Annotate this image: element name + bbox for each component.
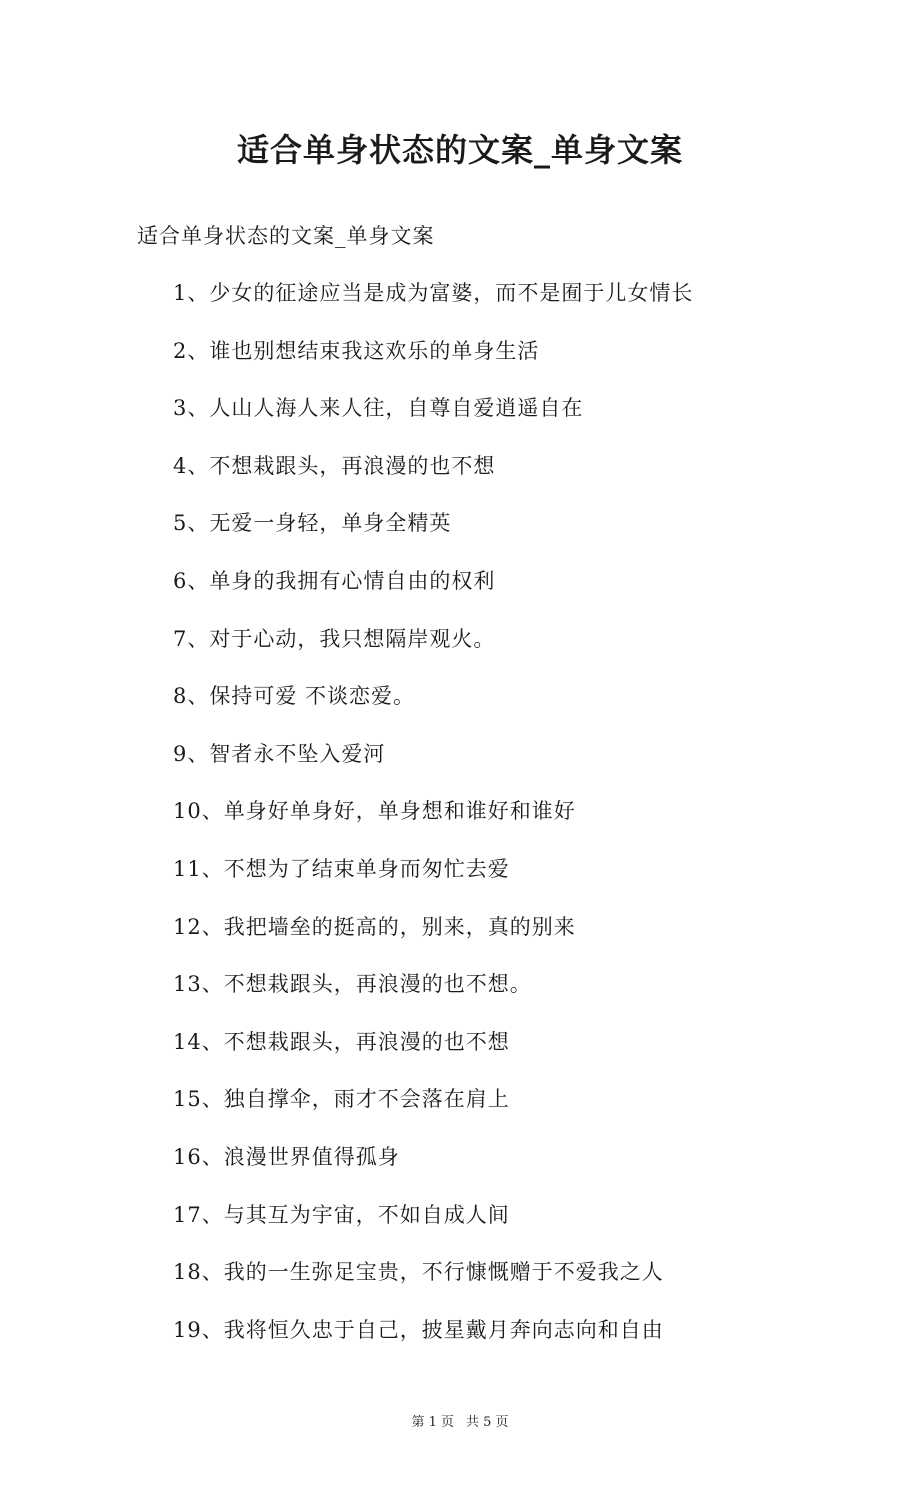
list-item: 2、谁也别想结束我这欢乐的单身生活 xyxy=(173,338,540,363)
list-item: 8、保持可爱 不谈恋爱。 xyxy=(173,684,416,709)
list-item: 16、浪漫世界值得孤身 xyxy=(173,1144,400,1169)
list-item: 10、单身好单身好，单身想和谁好和谁好 xyxy=(173,799,576,824)
list-item: 19、我将恒久忠于自己，披星戴月奔向志向和自由 xyxy=(173,1317,664,1342)
list-item: 1、少女的征途应当是成为富婆，而不是囿于儿女情长 xyxy=(173,281,694,305)
page-total: 共 5 页 xyxy=(466,1415,509,1430)
page-number: 第 1 页 xyxy=(411,1415,454,1430)
list-item: 14、不想栽跟头，再浪漫的也不想 xyxy=(173,1029,510,1054)
document-title: 适合单身状态的文案_单身文案 xyxy=(236,131,683,169)
list-item: 6、单身的我拥有心情自由的权利 xyxy=(173,568,496,593)
list-item: 18、我的一生弥足宝贵，不行慷慨赠于不爱我之人 xyxy=(173,1260,664,1285)
list-item: 4、不想栽跟头，再浪漫的也不想 xyxy=(173,453,496,478)
list-item: 7、对于心动，我只想隔岸观火。 xyxy=(173,626,496,651)
list-item: 12、我把墙垒的挺高的，别来，真的别来 xyxy=(173,914,576,939)
list-item: 9、智者永不坠入爱河 xyxy=(173,741,386,766)
list-item: 15、独自撑伞，雨才不会落在肩上 xyxy=(173,1087,510,1112)
document-subtitle: 适合单身状态的文案_单身文案 xyxy=(137,224,435,248)
page-footer xyxy=(0,1413,920,1433)
caption-list xyxy=(173,277,693,1371)
list-item: 3、人山人海人来人往，自尊自爱逍遥自在 xyxy=(173,396,584,421)
list-item: 5、无爱一身轻，单身全精英 xyxy=(173,511,452,536)
list-item: 17、与其互为宇宙，不如自成人间 xyxy=(173,1202,510,1227)
list-item: 13、不想栽跟头，再浪漫的也不想。 xyxy=(173,972,532,997)
list-item: 11、不想为了结束单身而匆忙去爱 xyxy=(173,856,510,881)
